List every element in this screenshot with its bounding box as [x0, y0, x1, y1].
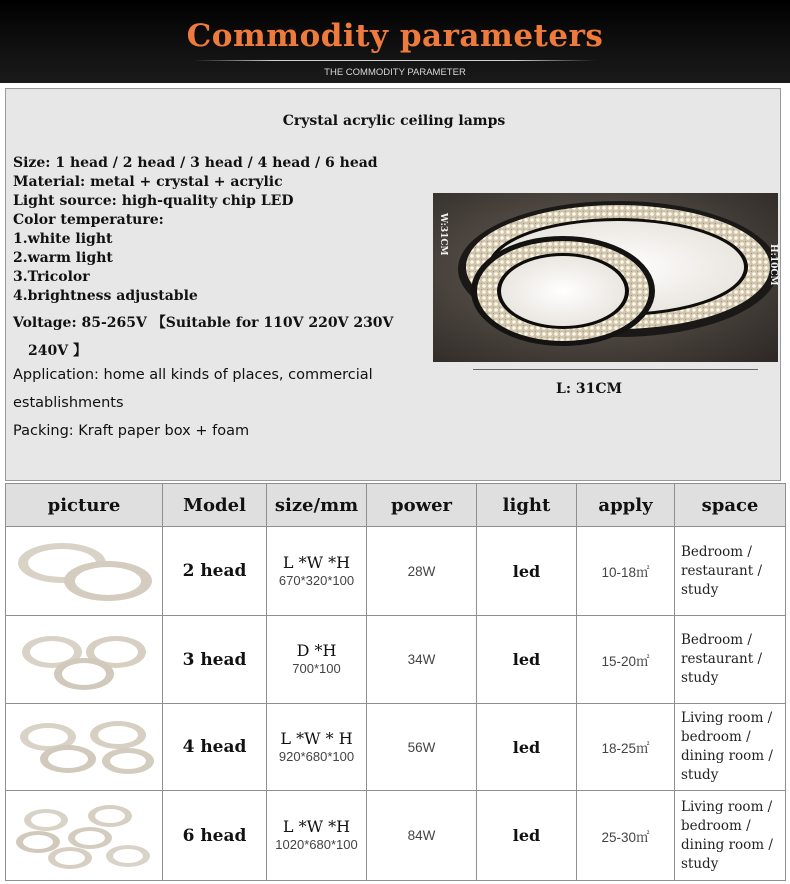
spec-ct-warm: 2.warm light	[13, 250, 113, 266]
page-title: Commodity parameters	[186, 18, 604, 54]
spec-packing: Packing: Kraft paper box + foam	[13, 423, 250, 439]
power-cell: 28W	[367, 527, 477, 616]
table-row	[6, 704, 786, 791]
dimension-line	[473, 369, 758, 370]
space-line: restaurant /	[681, 562, 762, 579]
space-line: study	[681, 670, 719, 686]
product-table	[5, 483, 786, 881]
space-line: dining room /	[681, 748, 773, 764]
product-thumbnail-6-head	[6, 791, 163, 881]
header-model: Model	[163, 484, 267, 527]
size-value: 670*320*100	[278, 572, 355, 588]
power-cell: 56W	[367, 704, 477, 791]
space-cell	[675, 791, 786, 881]
page-subtitle: THE COMMODITY PARAMETER	[324, 67, 466, 78]
apply-cell: 15-20㎡	[577, 616, 675, 704]
space-line: Bedroom /	[681, 632, 752, 648]
apply-cell: 10-18㎡	[577, 527, 675, 616]
header-apply: apply	[577, 484, 675, 527]
header-space: space	[675, 484, 786, 527]
size-value: 920*680*100	[278, 748, 355, 764]
header-picture: picture	[6, 484, 163, 527]
model-cell: 2 head	[163, 527, 267, 616]
spec-color-temperature: Color temperature:	[13, 212, 164, 228]
space-line: restaurant /	[681, 651, 762, 667]
table-header-row	[6, 484, 786, 527]
spec-voltage: Voltage: 85-265V 【Suitable for 110V 220V 230V	[13, 315, 394, 331]
header-power: power	[367, 484, 477, 527]
product-thumbnail-4-head	[6, 704, 163, 791]
dimension-width-label: W:31CM	[438, 213, 448, 256]
size-cell	[267, 704, 367, 791]
header-divider	[193, 60, 596, 61]
product-thumbnail-3-head	[6, 616, 163, 704]
spec-application-cont: establishments	[13, 395, 124, 411]
size-value: 1020*680*100	[275, 837, 358, 852]
spec-ct-adjustable: 4.brightness adjustable	[13, 288, 198, 304]
spec-size: Size: 1 head / 2 head / 3 head / 4 head / 6 head	[13, 155, 378, 171]
space-line: study	[681, 581, 719, 598]
space-cell	[675, 704, 786, 791]
model-cell: 3 head	[163, 616, 267, 704]
spec-ct-tricolor: 3.Tricolor	[13, 269, 90, 285]
space-line: Living room /	[681, 798, 773, 815]
space-line: Bedroom /	[681, 543, 752, 560]
product-title: Crystal acrylic ceiling lamps	[282, 113, 506, 129]
spec-material: Material: metal + crystal + acrylic	[13, 174, 283, 190]
dimension-height-label: H:10CM	[768, 244, 778, 286]
apply-cell: 18-25㎡	[577, 704, 675, 791]
header-size: size/mm	[267, 484, 367, 527]
light-cell: led	[477, 704, 577, 791]
size-value: 700*100	[292, 661, 341, 676]
size-dims: L *W *H	[282, 552, 351, 572]
apply-cell: 25-30㎡	[577, 791, 675, 881]
page-header	[0, 0, 790, 83]
spec-ct-white: 1.white light	[13, 231, 113, 247]
size-dims: L *W * H	[280, 728, 353, 748]
space-line: bedroom /	[681, 817, 751, 834]
space-line: bedroom /	[681, 729, 751, 745]
model-cell: 4 head	[163, 704, 267, 791]
spec-application: Application: home all kinds of places, commercial	[13, 367, 373, 383]
size-cell	[267, 616, 367, 704]
light-cell: led	[477, 791, 577, 881]
light-cell: led	[477, 527, 577, 616]
table-row	[6, 791, 786, 881]
space-line: study	[681, 855, 719, 872]
power-cell: 84W	[367, 791, 477, 881]
model-cell: 6 head	[163, 791, 267, 881]
space-line: study	[681, 767, 719, 783]
light-cell: led	[477, 616, 577, 704]
space-line: Living room /	[681, 710, 773, 726]
size-cell	[267, 791, 367, 881]
parameter-panel	[5, 88, 781, 481]
size-cell	[267, 527, 367, 616]
header-light: light	[477, 484, 577, 527]
spec-light-source: Light source: high-quality chip LED	[13, 193, 294, 209]
space-cell	[675, 527, 786, 616]
product-thumbnail-2-head	[6, 527, 163, 616]
product-photo	[433, 193, 778, 362]
table-row	[6, 527, 786, 616]
dimension-length-label: L: 31CM	[556, 381, 623, 397]
power-cell: 34W	[367, 616, 477, 704]
size-dims: D *H	[296, 641, 337, 660]
space-cell	[675, 616, 786, 704]
spec-voltage-cont: 240V 】	[28, 343, 87, 359]
size-dims: L *W *H	[282, 817, 351, 836]
space-line: dining room /	[681, 836, 773, 853]
table-row	[6, 616, 786, 704]
